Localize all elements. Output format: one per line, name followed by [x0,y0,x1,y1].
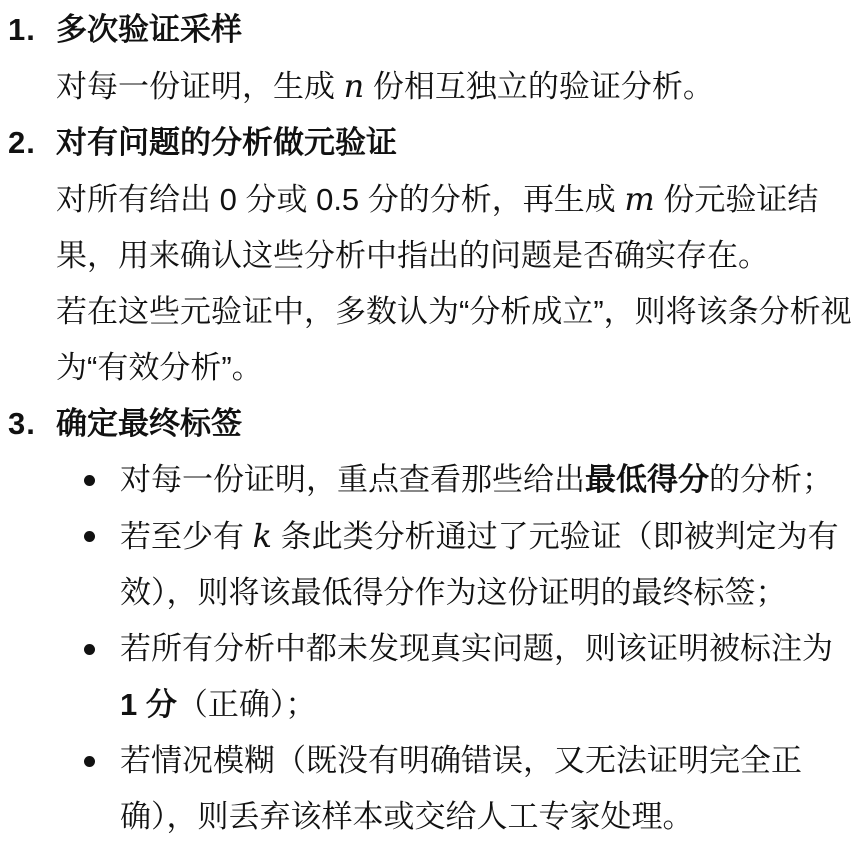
math-variable: n [343,67,365,105]
text-segment: 份元验证结果，用来确认这些分析中指出的问题是否确实存在。 [56,182,819,273]
item-heading: 多次验证采样 [56,12,242,47]
text-segment: 若所有分析中都未发现真实问题，则该证明被标注为 [120,631,833,666]
paragraph [56,171,856,284]
text-segment: 若至少有 [120,519,253,554]
bold-text: 最低得分 [585,462,709,497]
item-number: 3. [8,406,36,441]
math-variable: m [624,180,655,218]
bullet-item [56,621,856,733]
text-segment: 对每一份证明，生成 [56,69,344,104]
bullet-icon [84,756,95,767]
item-number: 1. [8,12,36,47]
bullet-icon [84,531,95,542]
item-heading: 确定最终标签 [56,406,242,441]
bullet-item [56,733,856,845]
math-variable: k [252,517,273,555]
item-heading: 对有问题的分析做元验证 [56,125,397,160]
list-item [0,396,856,845]
bold-text: 1 分 [120,687,177,722]
bullet-list [56,452,856,845]
text-segment: 对所有给出 0 分或 0.5 分的分析，再生成 [56,182,625,217]
text-segment: 若情况模糊（既没有明确错误，又无法证明完全正确），则丢弃该样本或交给人工专家处理。 [120,743,802,834]
item-number: 2. [8,125,36,160]
text-segment: 条此类分析通过了元验证（即被判定为有效），则将该最低得分作为这份证明的最终标签； [120,519,839,610]
bullet-item [56,508,856,621]
list-item [0,2,856,115]
text-segment: （正确）； [176,687,317,722]
text-segment: 对每一份证明，重点查看那些给出 [120,462,585,497]
paragraph [56,284,856,396]
text-segment: 份相互独立的验证分析。 [364,69,714,104]
bullet-item [56,452,856,508]
bullet-icon [84,475,95,486]
bullet-icon [84,644,95,655]
paragraph [56,58,856,115]
list-item [0,115,856,396]
text-segment: 的分析； [709,462,833,497]
text-segment: 若在这些元验证中，多数认为“分析成立”，则将该条分析视为“有效分析”。 [56,294,852,385]
